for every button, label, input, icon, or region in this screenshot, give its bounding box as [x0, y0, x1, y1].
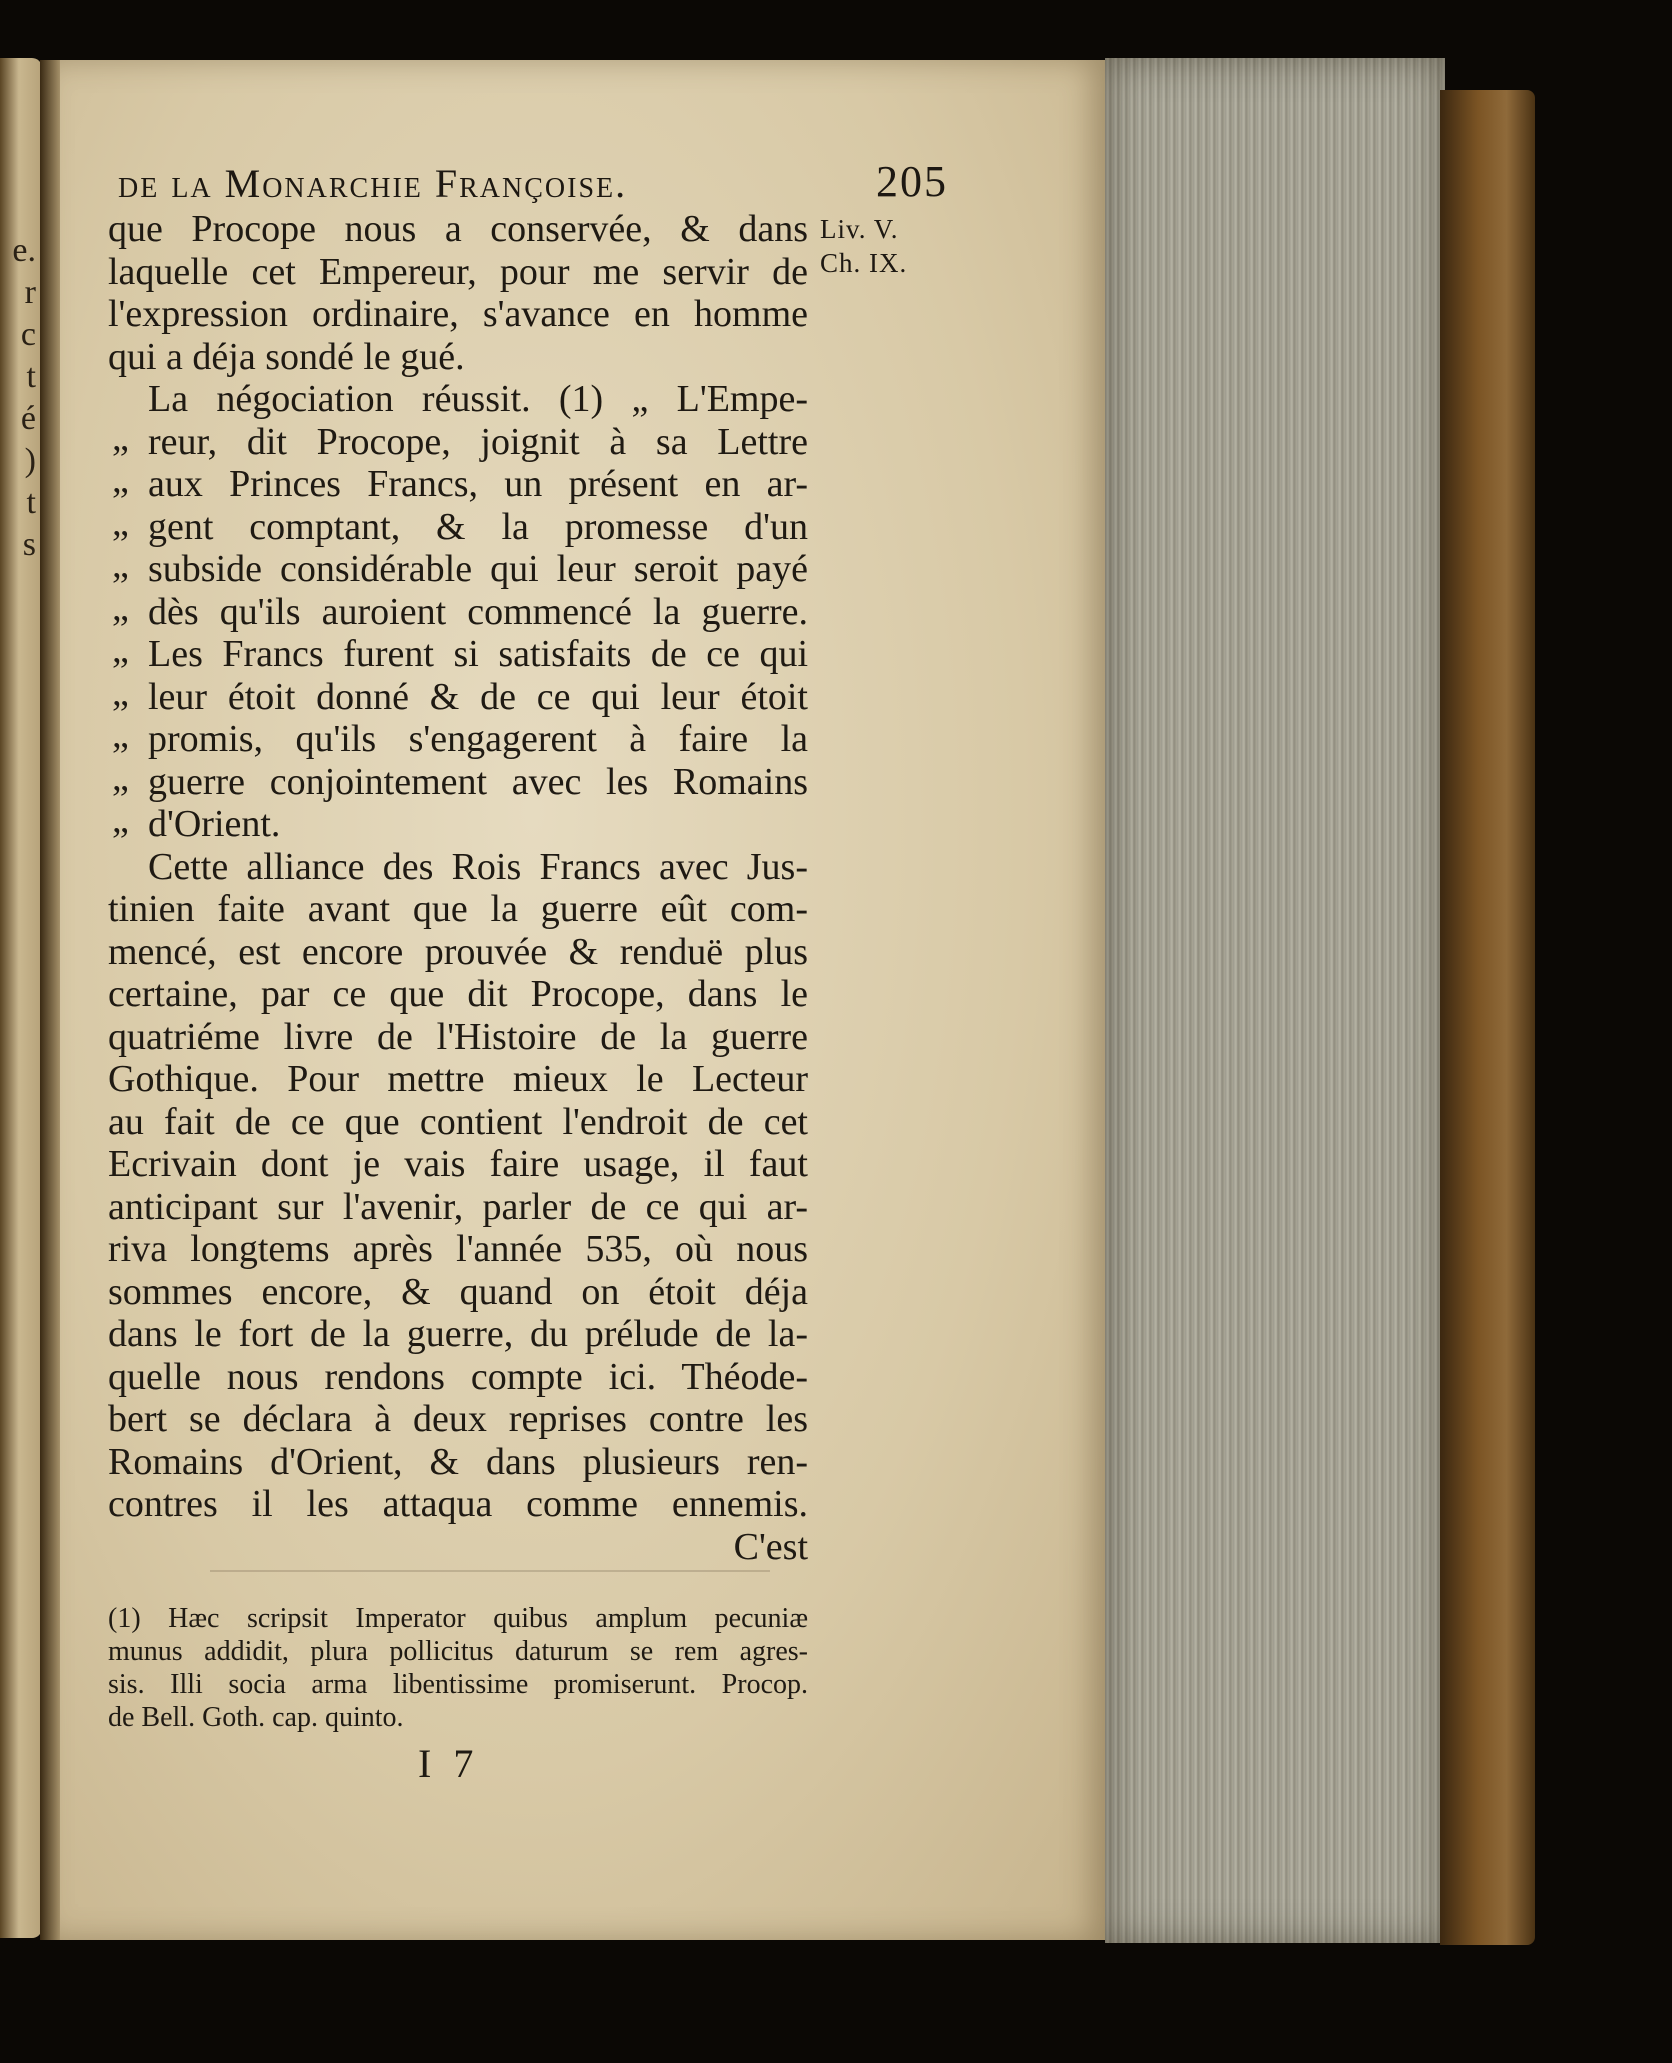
text-line: La négociation réussit. (1) „ L'Empe-: [148, 378, 808, 420]
text-line: contres il les attaqua comme ennemis.: [108, 1483, 808, 1525]
signature-mark: I 7: [418, 1741, 480, 1786]
margin-note-book: Liv. V.: [820, 214, 899, 244]
text-line: Romains d'Orient, & dans plusieurs ren-: [108, 1440, 808, 1483]
quoted-line: „ promis, qu'ils s'engagerent à faire la: [108, 718, 808, 761]
text-line: l'expression ordinaire, s'avance en homme: [108, 293, 808, 335]
text-line: que Procope nous a conservée, & dans: [108, 208, 808, 250]
text-line: bert se déclara à deux reprises contre les: [108, 1398, 808, 1440]
footnote-line: de Bell. Goth. cap. quinto.: [108, 1702, 404, 1733]
footnote-line: sis. Illi socia arma libentissime promiserunt. Procop.: [108, 1669, 808, 1700]
text-line: Gothique. Pour mettre mieux le Lecteur: [108, 1058, 808, 1100]
footnote-line: (1) Hæc scripsit Imperator quibus amplum pecuniæ: [108, 1603, 808, 1634]
quoted-line: „ Les Francs furent si satisfaits de ce qui: [108, 633, 808, 676]
text-line: sommes encore, & quand on étoit déja: [108, 1270, 808, 1313]
quoted-line: „ gent comptant, & la promesse d'un: [108, 506, 808, 549]
body-text: [108, 208, 808, 1568]
footnote-rule: [210, 1570, 770, 1572]
running-title: de la Monarchie Françoise.: [118, 161, 628, 206]
text-line: laquelle cet Empereur, pour me servir de: [108, 250, 808, 293]
text-line: riva longtems après l'année 535, où nous: [108, 1228, 808, 1270]
quoted-line: „ aux Princes Francs, un présent en ar-: [108, 463, 808, 506]
page-number: 205: [876, 157, 948, 206]
text-line: Cette alliance des Rois Francs avec Jus-: [148, 845, 808, 888]
quoted-line: „ subside considérable qui leur seroit payé: [108, 548, 808, 591]
catchword: C'est: [733, 1525, 808, 1568]
text-line: qui a déja sondé le gué.: [108, 335, 465, 378]
text-line: Ecrivain dont je vais faire usage, il faut: [108, 1143, 808, 1185]
text-line: au fait de ce que contient l'endroit de cet: [108, 1100, 808, 1143]
text-line: dans le fort de la guerre, du prélude de la-: [108, 1313, 808, 1355]
text-line: tinien faite avant que la guerre eût com-: [108, 888, 808, 930]
fragment: t: [26, 358, 36, 395]
text-line: anticipant sur l'avenir, parler de ce qui ar-: [108, 1185, 808, 1228]
footnote-line: munus addidit, plura pollicitus daturum se rem agres-: [108, 1636, 808, 1667]
fragment: c: [20, 316, 36, 353]
quoted-line: „ leur étoit donné & de ce qui leur étoit: [108, 676, 808, 719]
footnote: [108, 1602, 808, 1734]
fragment: ): [24, 442, 36, 479]
fragment: é: [20, 400, 36, 437]
quoted-line: „ guerre conjointement avec les Romains: [108, 761, 808, 804]
left-page-fragments: [0, 230, 42, 566]
quoted-line: „ d'Orient.: [108, 803, 808, 846]
quoted-line: „ reur, dit Procope, joignit à sa Lettre: [108, 421, 808, 464]
fragment: r: [24, 274, 36, 311]
text-line: mencé, est encore prouvée & renduë plus: [108, 930, 808, 973]
quoted-line: „ dès qu'ils auroient commencé la guerre.: [108, 591, 808, 634]
fragment: e.: [12, 232, 36, 269]
margin-note-chapter: Ch. IX.: [820, 248, 908, 278]
text-line: quatriéme livre de l'Histoire de la guerre: [108, 1015, 808, 1058]
text-line: quelle nous rendons compte ici. Théode-: [108, 1355, 808, 1398]
margin-note: [820, 212, 940, 280]
fragment: s: [22, 526, 36, 563]
text-line: certaine, par ce que dit Procope, dans le: [108, 973, 808, 1015]
fragment: t: [26, 484, 36, 521]
page-edges: [1105, 58, 1445, 1943]
book-cover-edge: [1440, 90, 1535, 1945]
running-header: [118, 150, 948, 210]
